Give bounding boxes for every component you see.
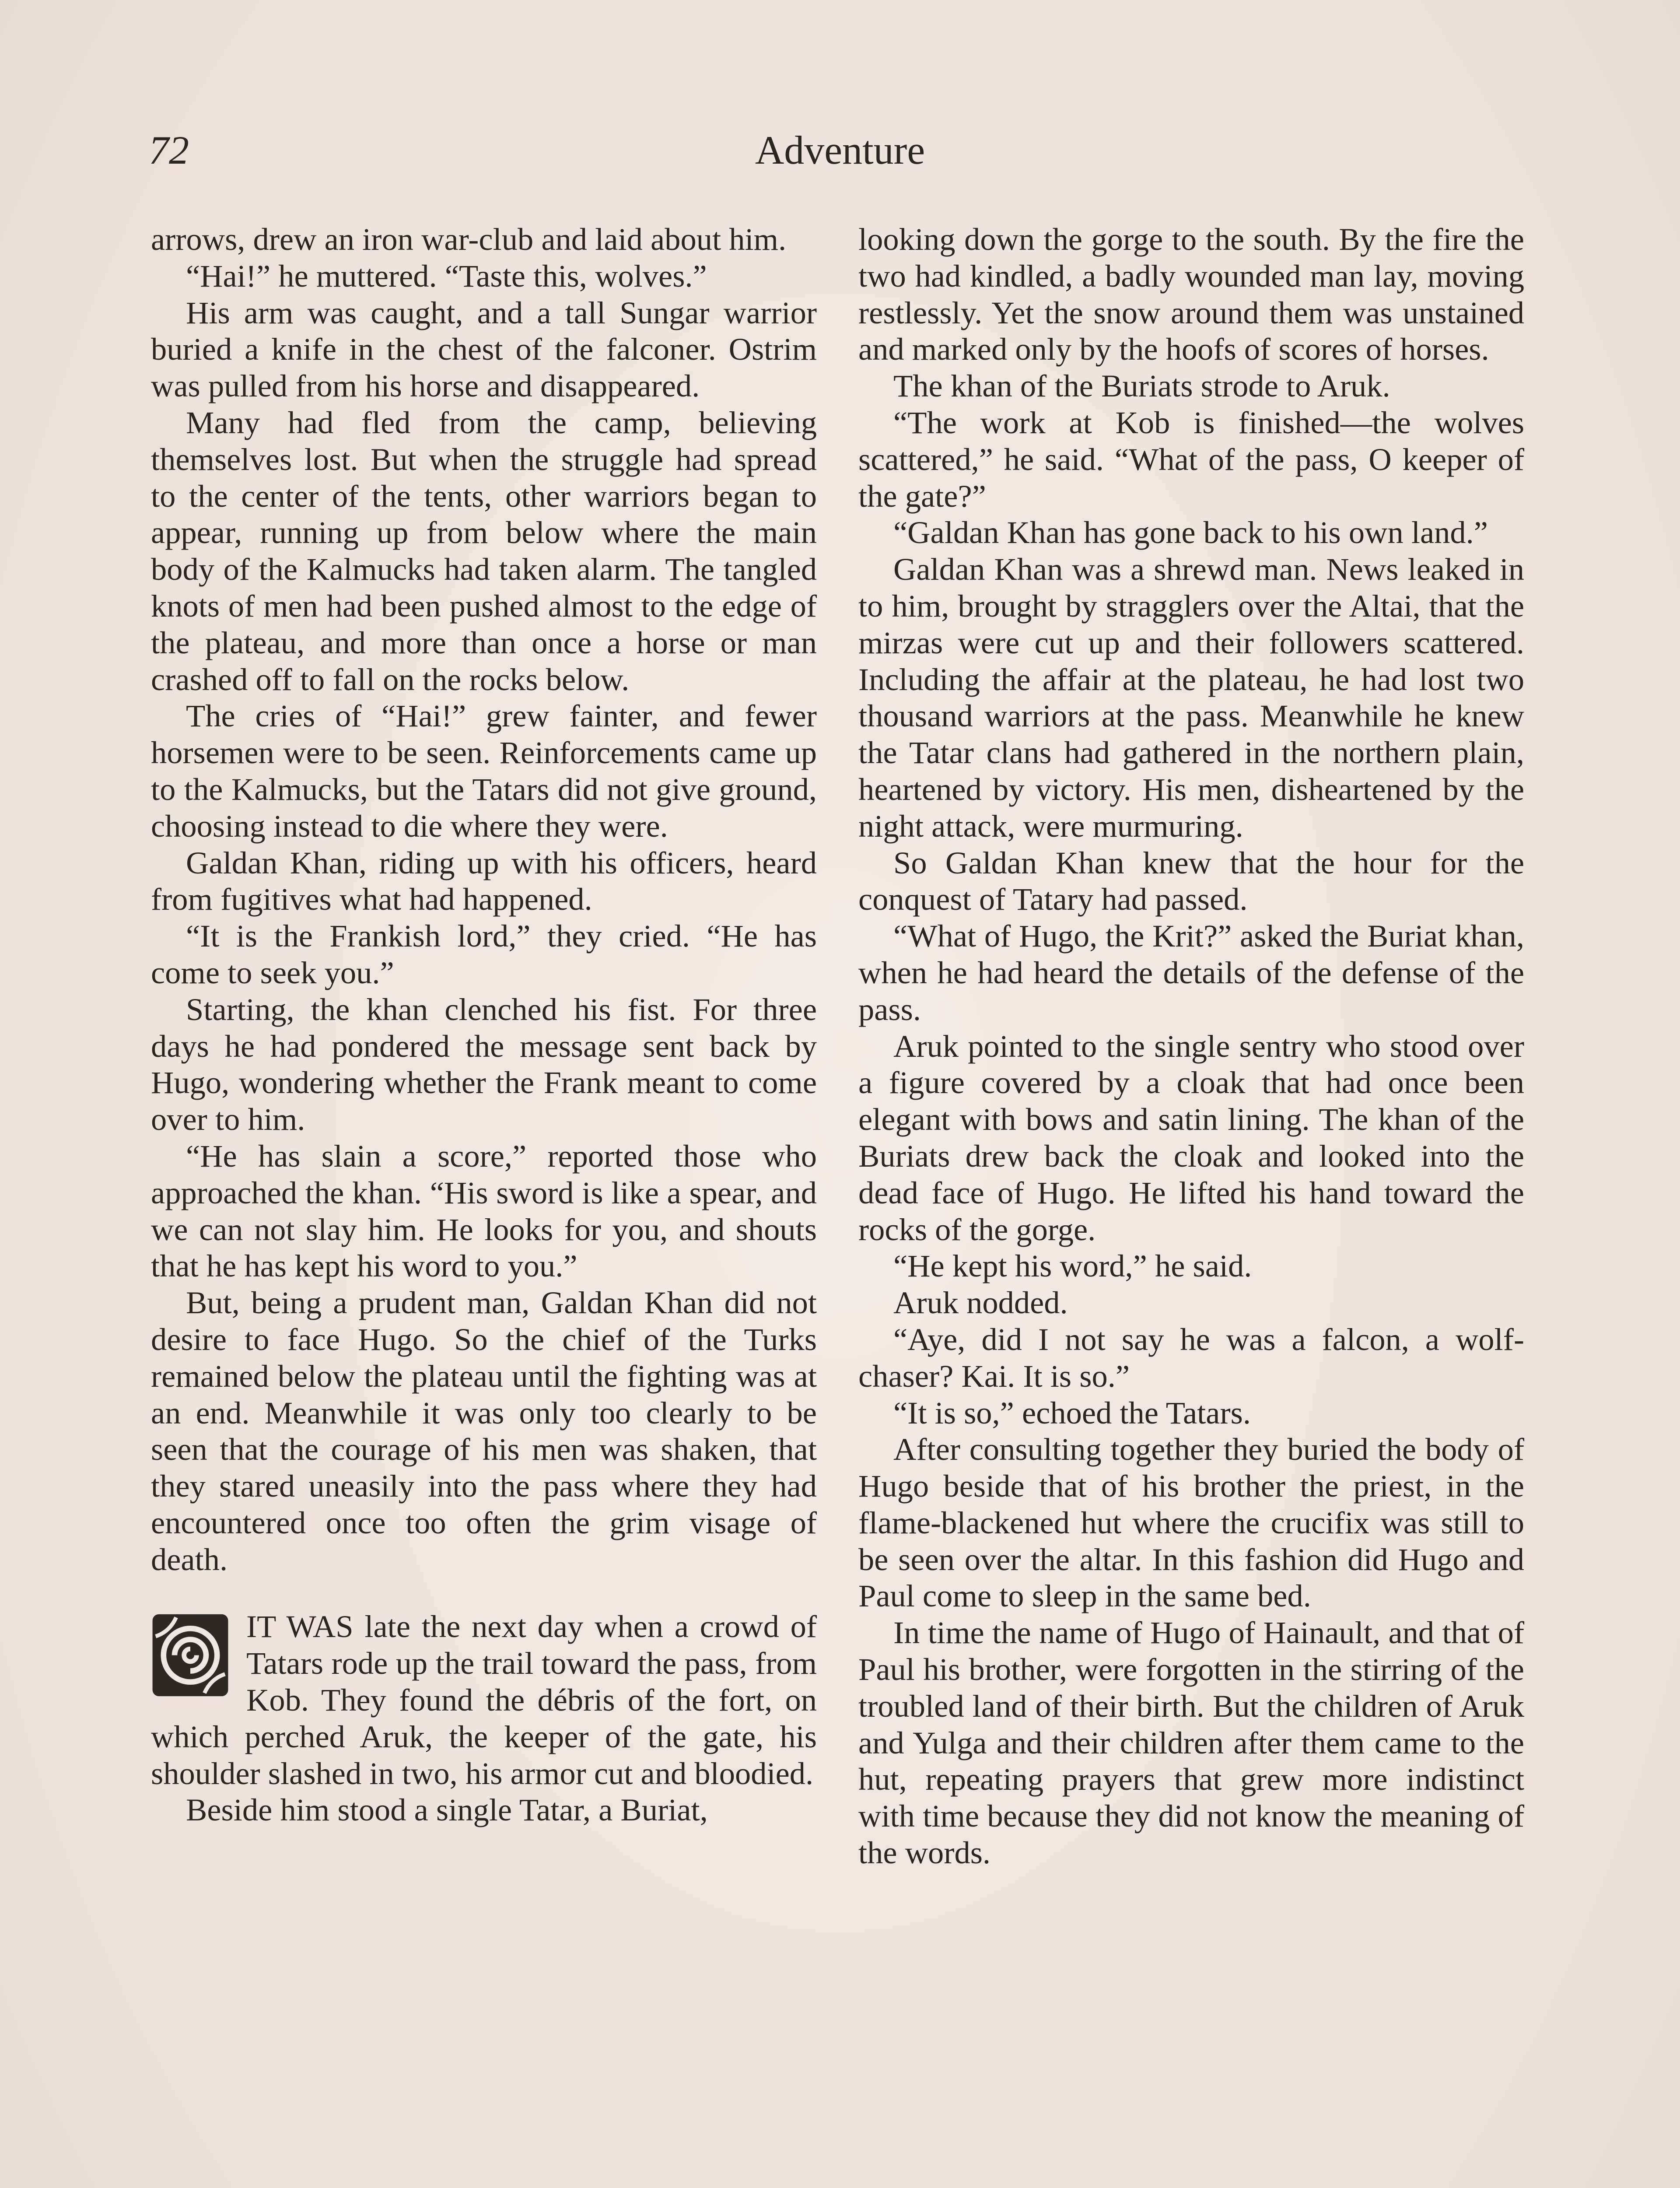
paragraph: “Hai!” he muttered. “Taste this, wolves.” [186, 258, 707, 294]
paragraph: His arm was caught, and a tall Sungar warrior buried a knife in the chest of the falconer. Ostrim was pulled from his horse and disappeared. [151, 295, 817, 404]
paragraph: “What of Hugo, the Krit?” asked the Buriat khan, when he had heard the details of the defense of the pass. [858, 918, 1524, 1027]
paragraph: “It is so,” echoed the Tatars. [893, 1395, 1251, 1431]
paragraph: Aruk nodded. [893, 1285, 1068, 1321]
section-opening [151, 1608, 817, 1792]
paragraph: “He kept his word,” he said. [893, 1248, 1252, 1284]
paragraph: Starting, the khan clenched his fist. For three days he had pondered the message sent back by Hugo, wondering whether the Frank meant to come over to him. [151, 991, 817, 1137]
paragraph: “He has slain a score,” reported those who approached the khan. “His sword is like a spear, and we can not slay him. He looks for you, and shouts that he has kept his word to you.” [151, 1138, 817, 1284]
page-number: 72 [149, 128, 189, 172]
page-header [0, 127, 1680, 179]
paragraph: The khan of the Buriats strode to Aruk. [893, 368, 1390, 404]
paragraph: In time the name of Hugo of Hainault, and that of Paul his brother, were forgotten in the stirring of the troubled land of their birth. But the children of Aruk and Yulga and their children after them came to the hut, repeating prayers that grew more indistinct with time because they did not know the meaning of the words. [858, 1615, 1524, 1871]
paragraph: IT WAS late the next day when a crowd of Tatars rode up the trail toward the pass, from Kob. They found the débris of the fort, on which perched Aruk, the keeper of the gate, his shoulder slashed in two, his armor cut and bloodied. [151, 1609, 817, 1791]
paragraph: So Galdan Khan knew that the hour for the conquest of Tatary had passed. [858, 845, 1524, 917]
paragraph: Beside him stood a single Tatar, a Buriat, [186, 1792, 708, 1828]
paragraph: Aruk pointed to the single sentry who stood over a figure covered by a cloak that had once been elegant with bows and satin lining. The khan of the Buriats drew back the cloak and looked into the dead face of Hugo. He lifted his hand toward the rocks of the gorge. [858, 1028, 1524, 1247]
paragraph: The cries of “Hai!” grew fainter, and fewer horsemen were to be seen. Reinforcements came up to the Kalmucks, but the Tatars did not give ground, choosing instead to die where they were. [151, 698, 817, 844]
left-column [151, 221, 817, 1828]
paragraph: Many had fled from the camp, believing themselves lost. But when the struggle had spread to the center of the tents, other warriors began to appear, running up from below where the main body of the Kalmucks had taken alarm. The tangled knots of men had been pushed almost to the edge of the plateau, and more than once a horse or man crashed off to fall on the rocks below. [151, 404, 817, 697]
paragraph: But, being a prudent man, Galdan Khan did not desire to face Hugo. So the chief of the Turks remained below the plateau until the fighting was at an end. Meanwhile it was only too clearly to be seen that the courage of his men was shaken, that they stared uneasily into the pass where they had encountered once too often the grim visage of death. [151, 1285, 817, 1577]
paragraph: looking down the gorge to the south. By the fire the two had kindled, a badly wounded man lay, moving restlessly. Yet the snow around them was unstained and marked only by the hoofs of scores of horses. [858, 221, 1524, 367]
right-column [858, 221, 1524, 1871]
paragraph: arrows, drew an iron war-club and laid about him. [151, 221, 787, 257]
paragraph: After consulting together they buried the body of Hugo beside that of his brother the priest, in the flame-blackened hut where the crucifix was still to be seen over the altar. In this fashion did Hugo and Paul come to sleep in the same bed. [858, 1431, 1524, 1614]
paragraph: “Aye, did I not say he was a falcon, a wolf-chaser? Kai. It is so.” [858, 1321, 1524, 1394]
paragraph: “Galdan Khan has gone back to his own land.” [893, 515, 1488, 551]
paragraph: “It is the Frankish lord,” they cried. “He has come to seek you.” [151, 918, 817, 990]
paragraph: “The work at Kob is finished—the wolves scattered,” he said. “What of the pass, O keeper of the gate?” [858, 404, 1524, 514]
swirl-ornament-icon [151, 1613, 230, 1698]
paragraph: Galdan Khan, riding up with his officers, heard from fugitives what had happened. [151, 845, 817, 917]
paragraph: Galdan Khan was a shrewd man. News leaked in to him, brought by stragglers over the Altai, that the mirzas were cut up and their followers scattered. Including the affair at the plateau, he had lost two thousand warriors at the pass. Meanwhile he knew the Tatar clans had gathered in the northern plain, heartened by victory. His men, disheartened by the night attack, were murmuring. [858, 551, 1524, 844]
magazine-title: Adventure [755, 128, 925, 172]
